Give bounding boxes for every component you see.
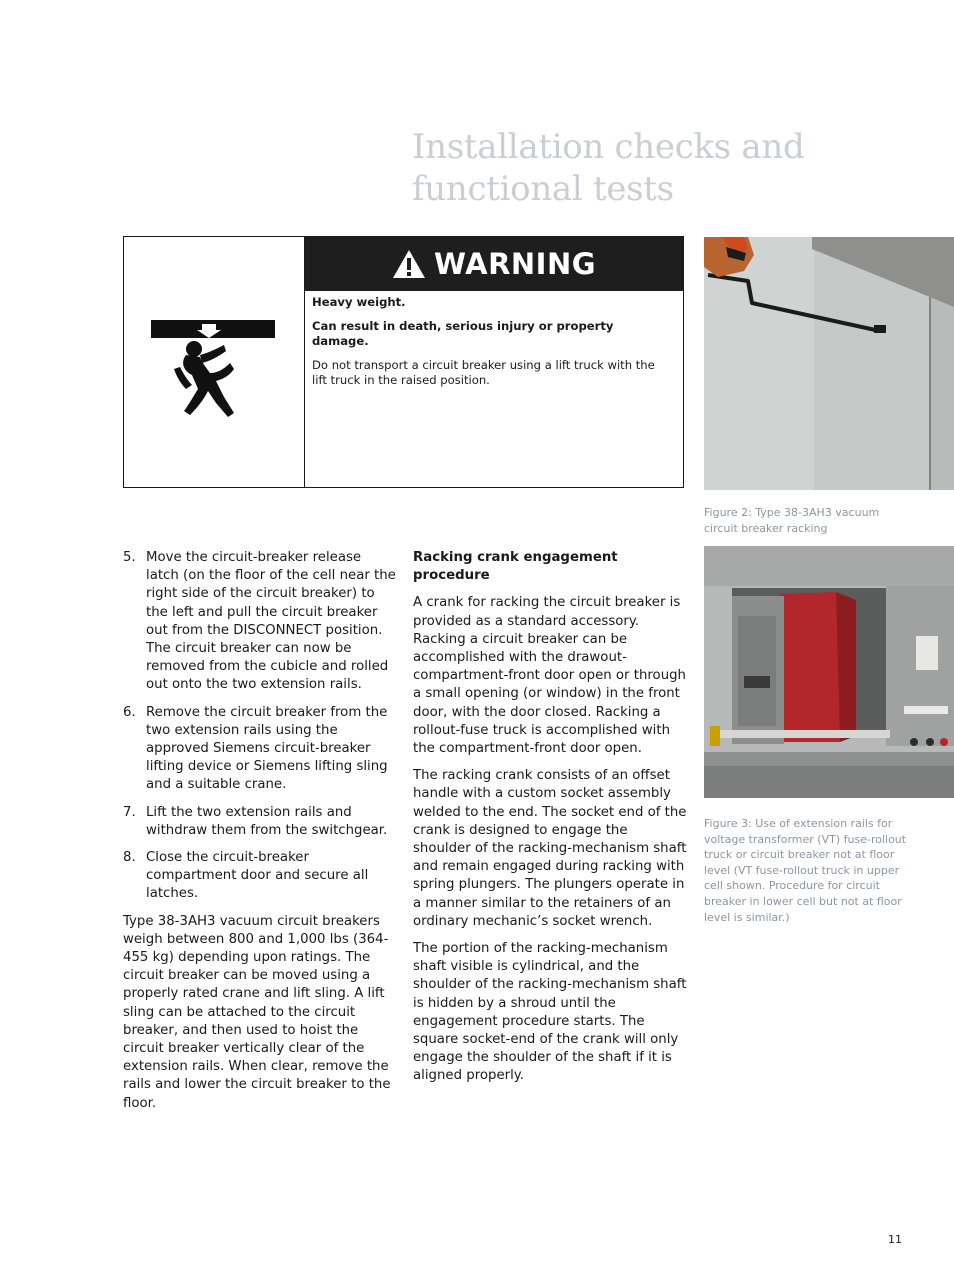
list-item-number: 7. [123,804,136,820]
list-item-number: 6. [123,704,136,720]
left-column [123,549,397,1122]
removal-steps-list [123,549,397,904]
warning-signal-word: WARNING [433,247,597,281]
list-item-text: Lift the two extension rails and withdraw them from the switchgear. [146,804,388,838]
list-item [123,549,397,695]
list-item-number: 8. [123,850,136,866]
page-title-line-1: Installation checks and [412,127,805,167]
warning-message [312,295,667,397]
warning-instruction: Do not transport a circuit breaker using a lift truck with the lift truck in the raised position. [312,358,655,387]
list-item [123,804,397,840]
figure-2-caption: Figure 2: Type 38-3AH3 vacuum circuit breaker racking [704,506,880,535]
page-number: 11 [888,1233,902,1246]
list-item-text: Remove the circuit breaker from the two extension rails using the approved Siemens circuit-breaker lifting device or Siemens lifting sling and a suitable crane. [146,704,388,793]
crushing-hazard-icon [150,319,276,421]
warning-hazard: Heavy weight. [312,295,406,309]
warning-pictogram-cell [124,237,305,487]
figure-3-photo [704,546,954,798]
list-item [123,704,397,795]
list-item-text: Move the circuit-breaker release latch (on the floor of the cell near the right side of the circuit breaker) to the left and pull the circuit breaker out from the DISCONNECT position. The circuit breaker can now be removed from the cubicle and rolled out onto the two extension rails. [146,550,396,693]
figure-2-photo [704,237,954,490]
section-heading: Racking crank engagement procedure [413,550,618,584]
warning-panel [123,236,684,488]
figure-3-caption: Figure 3: Use of extension rails for voltage transformer (VT) fuse-rollout truck or circuit breaker not at floor level (VT fuse-rollout truck in upper cell shown. Procedure for circuit breaker in lower cell but not at floor level is similar.) [704,817,907,924]
body-paragraph: The racking crank consists of an offset handle with a custom socket assembly welded to the end. The socket end of the crank is designed to engage the shoulder of the racking-mechanism shaft and remain engaged during racking with spring plungers. The plungers operate in a manner similar to the retainers of an ordinary mechanic’s socket wrench. [413,768,687,929]
warning-header [305,237,683,291]
list-item-number: 5. [123,550,136,565]
body-paragraph: The portion of the racking-mechanism shaft visible is cylindrical, and the shoulder of the racking-mechanism shaft is hidden by a shroud until the engagement procedure starts. The square socket-end of the crank will only engage the shoulder of the shaft if it is aligned properly. [413,941,687,1084]
page-title [412,126,872,210]
warning-triangle-icon [392,249,426,279]
list-item [123,849,397,904]
page-title-line-2: functional tests [412,169,674,209]
middle-column [413,549,688,1095]
body-paragraph: A crank for racking the circuit breaker is provided as a standard accessory. Racking a circuit breaker can be accomplished with the drawout-compartment-front door open or through a small opening (or window) in the front door, with the door closed. Racking a rollout-fuse truck is accomplished with the compartment-front door open. [413,595,686,757]
list-item-text: Close the circuit-breaker compartment door and secure all latches. [146,850,369,902]
warning-consequence: Can result in death, serious injury or property damage. [312,319,614,348]
weight-paragraph: Type 38-3AH3 vacuum circuit breakers weigh between 800 and 1,000 lbs (364-455 kg) depending upon ratings. The circuit breaker can be moved using a properly rated crane and lift sling. A lift sling can be attached to the circuit breaker, and then used to hoist the circuit breaker vertically clear of the extension rails. When clear, remove the rails and lower the circuit breaker to the floor. [123,913,391,1111]
